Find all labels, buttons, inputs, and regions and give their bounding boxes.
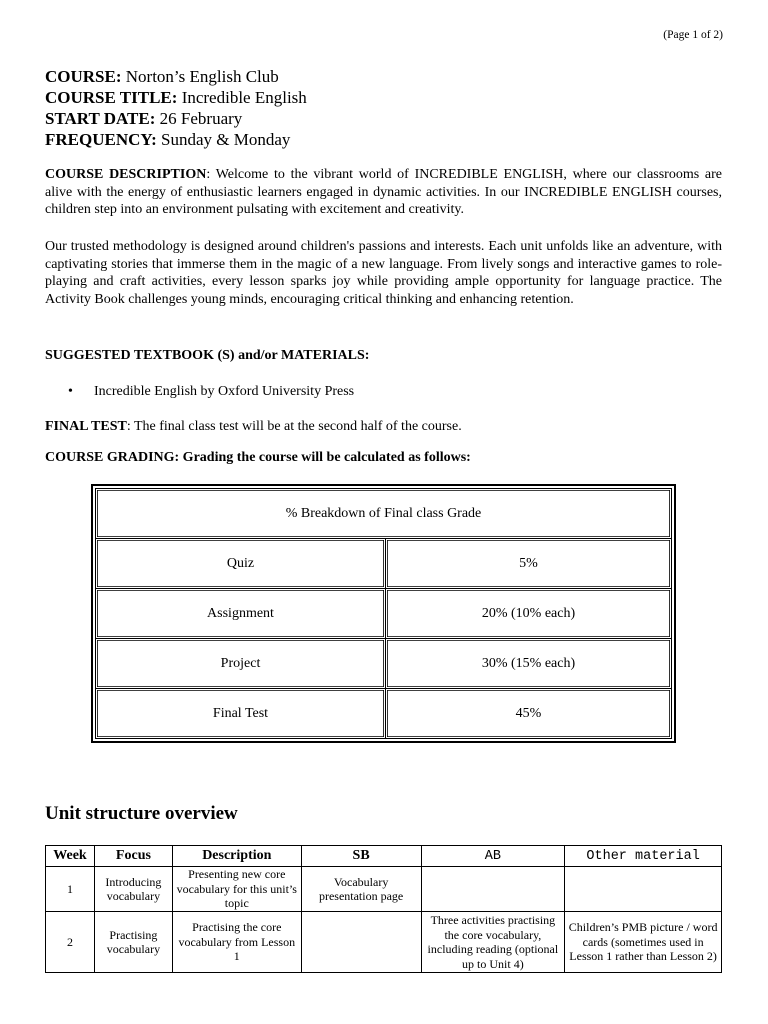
unit-focus: Introducing vocabulary [94, 867, 172, 912]
unit-ab: Three activities practising the core vocabulary, including reading (optional up to Unit 4) [421, 912, 565, 973]
unit-focus: Practising vocabulary [94, 912, 172, 973]
textbook-item: Incredible English by Oxford University Press [94, 384, 355, 399]
final-test-text: : The final class test will be at the second half of the course. [126, 419, 462, 434]
grade-value: 45% [386, 689, 672, 739]
grade-breakdown-table [91, 484, 676, 743]
unit-other [565, 867, 722, 912]
course-title-value: Incredible English [181, 88, 307, 107]
textbook-list-item [68, 383, 354, 401]
course-value: Norton’s English Club [125, 67, 279, 86]
unit-row [46, 912, 722, 973]
textbook-heading: SUGGESTED TEXTBOOK (S) and/or MATERIALS: [45, 348, 370, 363]
frequency-line [45, 129, 307, 150]
frequency-label: FREQUENCY: [45, 130, 157, 149]
methodology-paragraph: Our trusted methodology is designed around children's passions and interests. Each unit unfolds like an adventure, with captivating stories that immerse them in the magic of a new language. From lively songs and interactive games to role-playing and craft activities, every lesson sparks joy while providing ample opportunity for language practice. The Activity Book challenges young minds, encouraging critical thinking and enhancing retention. [45, 239, 722, 307]
grading-heading: COURSE GRADING: Grading the course will be calculated as follows: [45, 450, 471, 465]
col-other-material: Other material [565, 846, 722, 867]
grade-item: Quiz [96, 539, 386, 589]
course-description [45, 166, 722, 219]
bullet-icon: • [68, 384, 73, 399]
col-focus: Focus [94, 846, 172, 867]
page-number: (Page 1 of 2) [663, 29, 723, 41]
col-ab: AB [421, 846, 565, 867]
unit-sb [301, 912, 421, 973]
final-test-paragraph [45, 418, 462, 436]
course-header [45, 66, 307, 150]
unit-other: Children’s PMB picture / word cards (sometimes used in Lesson 1 rather than Lesson 2) [565, 912, 722, 973]
course-title-label: COURSE TITLE: [45, 88, 178, 107]
unit-header-row [46, 846, 722, 867]
grade-table-title: % Breakdown of Final class Grade [96, 489, 672, 539]
grade-item: Final Test [96, 689, 386, 739]
grade-row [96, 689, 672, 739]
grade-row [96, 539, 672, 589]
unit-description: Presenting new core vocabulary for this unit’s topic [172, 867, 301, 912]
grade-row [96, 589, 672, 639]
grade-value: 20% (10% each) [386, 589, 672, 639]
col-sb: SB [301, 846, 421, 867]
course-label: COURSE: [45, 67, 122, 86]
description-text: : Welcome to the vibrant world of INCREDIBLE ENGLISH, where our classrooms are alive with the energy of enthusiastic learners engaged in dynamic activities. In our INCREDIBLE ENGLISH courses, children step into an environment pulsating with excitement and creativity. [45, 167, 722, 217]
grade-item: Project [96, 639, 386, 689]
unit-description: Practising the core vocabulary from Lesson 1 [172, 912, 301, 973]
unit-ab [421, 867, 565, 912]
col-week: Week [46, 846, 95, 867]
grade-value: 5% [386, 539, 672, 589]
unit-week: 1 [46, 867, 95, 912]
course-title-line [45, 87, 307, 108]
unit-sb: Vocabulary presentation page [301, 867, 421, 912]
frequency-value: Sunday & Monday [161, 130, 291, 149]
grade-row [96, 639, 672, 689]
unit-row [46, 867, 722, 912]
unit-structure-heading: Unit structure overview [45, 803, 238, 824]
course-line [45, 66, 307, 87]
description-label: COURSE DESCRIPTION [45, 167, 207, 182]
start-date-value: 26 February [159, 109, 243, 128]
final-test-label: FINAL TEST [45, 419, 127, 434]
start-date-line [45, 108, 307, 129]
grade-value: 30% (15% each) [386, 639, 672, 689]
start-date-label: START DATE: [45, 109, 156, 128]
unit-structure-table [45, 845, 722, 973]
col-description: Description [172, 846, 301, 867]
unit-week: 2 [46, 912, 95, 973]
grade-item: Assignment [96, 589, 386, 639]
